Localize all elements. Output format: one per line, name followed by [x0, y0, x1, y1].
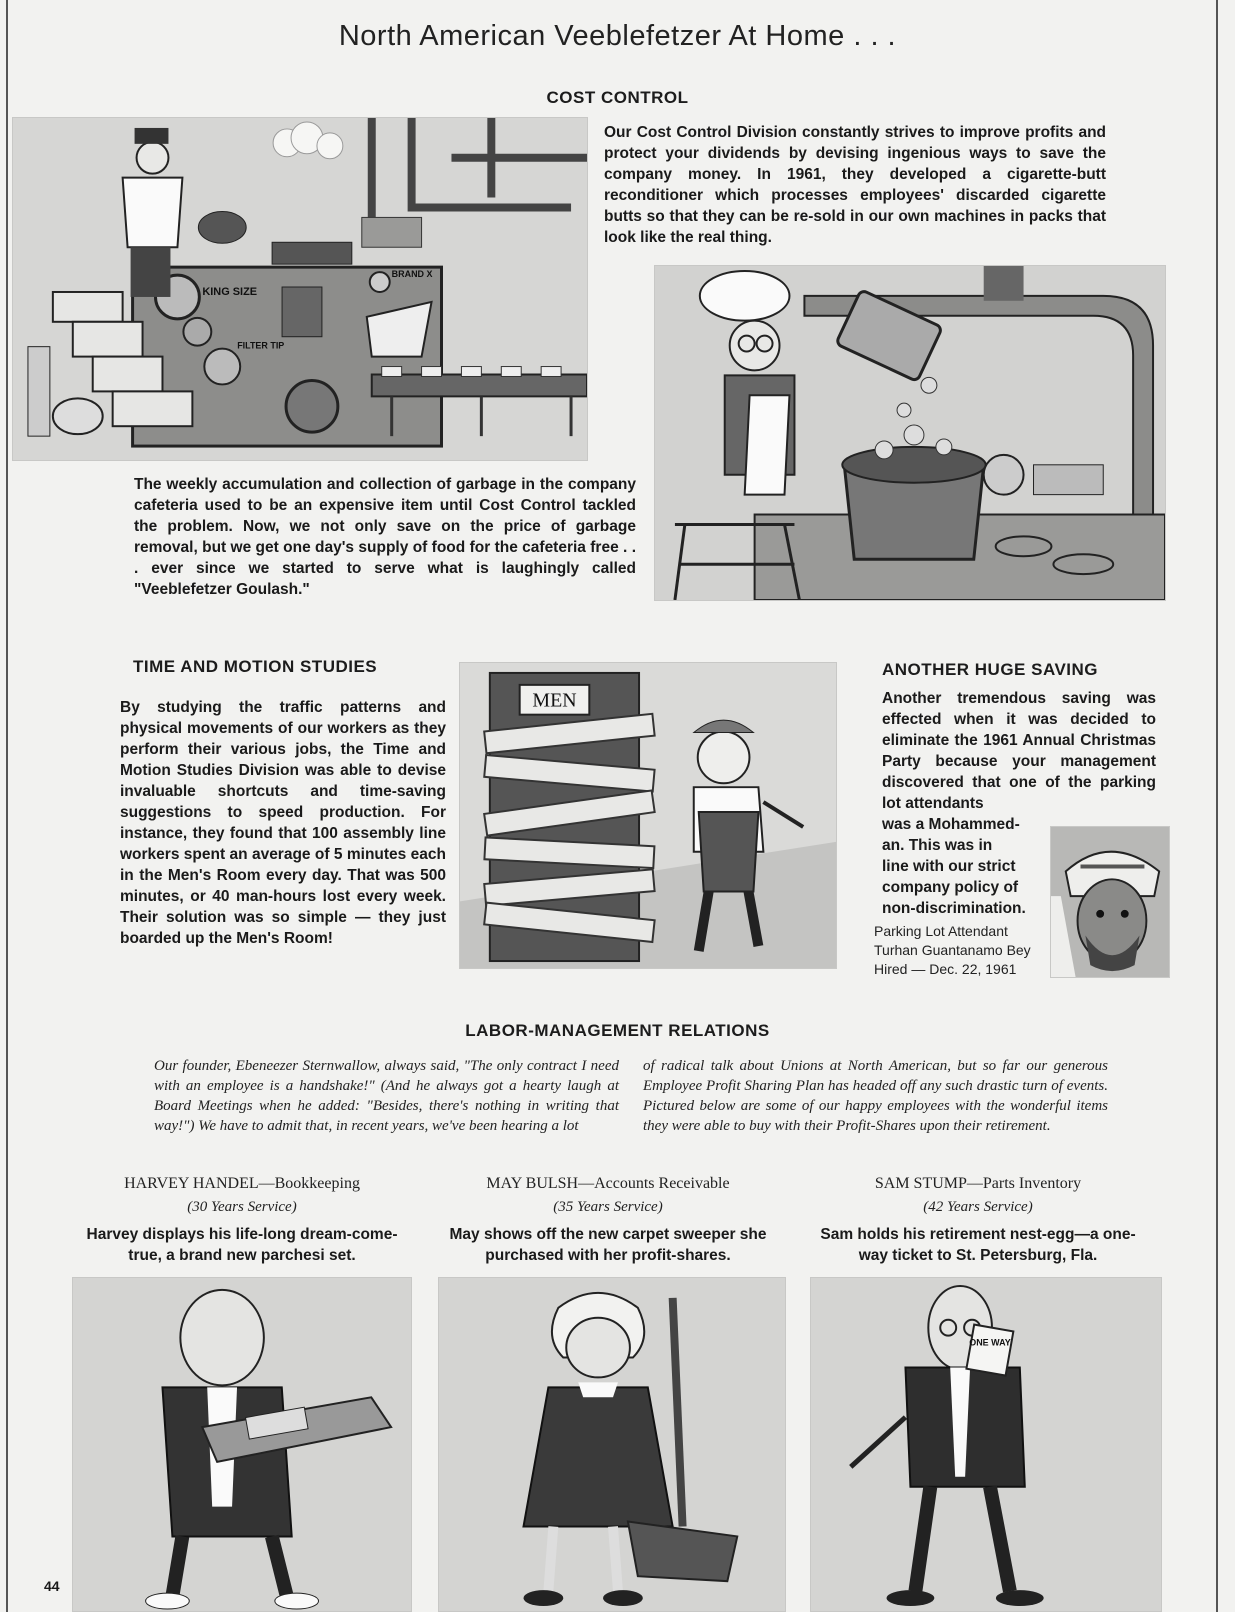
employee-caption: Sam holds his retirement nest-egg—a one-way ticket to St. Petersburg, Fla.	[820, 1226, 1136, 1264]
wrap-line: company policy of	[882, 879, 1019, 896]
employee-caption: Harvey displays his life-long dream-come-true, a brand new parchesi set.	[86, 1226, 398, 1264]
filter-tip-label: FILTER TIP	[237, 340, 285, 351]
cost-control-paragraph-1: Our Cost Control Division constantly strives to improve profits and protect your dividends by devising ingenious ways to save the company money. In 1961, they developed a cigarette-butt reconditioner which processes employees' discarded cigarette butts so that they can be re-sold in our own machines in packs that look like the real thing.	[604, 124, 1106, 246]
page-edge-right	[1216, 0, 1218, 1612]
king-size-label: KING SIZE	[202, 285, 258, 298]
caption-line: Turhan Guantanamo Bey	[874, 942, 1031, 958]
goulash-chef-illustration	[654, 265, 1166, 601]
caption-line: Hired — Dec. 22, 1961	[874, 961, 1017, 977]
ticket-text: ONE WAY	[969, 1337, 1011, 1348]
employee-name: MAY BULSH—Accounts Receivable	[486, 1175, 730, 1192]
page-number: 44	[44, 1578, 60, 1594]
cost-control-paragraph-2: The weekly accumulation and collection of garbage in the company cafeteria used to be an expensive item until Cost Control tackled the problem. Now, we not only save on the price of garbage removal, but we get one day's supply of food for the cafeteria free . . . ever since we started to serve what is laughingly called "Veeblefetzer Goulash."	[134, 476, 636, 598]
employee-name: HARVEY HANDEL—Bookkeeping	[124, 1175, 360, 1192]
huge-saving-paragraph-top: Another tremendous saving was effected when it was decided to eliminate the 1961 Annual Christmas Party because your management discovered that one of the parking lot attendants	[882, 690, 1156, 812]
employee-years: (35 Years Service)	[553, 1199, 663, 1215]
brand-x-label: BRAND X	[391, 269, 433, 280]
employee-caption: May shows off the new carpet sweeper she purchased with her profit-shares.	[449, 1226, 767, 1264]
huge-saving-heading: ANOTHER HUGE SAVING	[882, 660, 1099, 679]
huge-saving-paragraph-wrap	[882, 814, 1040, 919]
wrap-line: line with our strict	[882, 858, 1016, 875]
employee-harvey	[72, 1175, 412, 1266]
wrap-line: was a Mohammed-	[882, 816, 1020, 833]
cigarette-machine-illustration	[12, 117, 588, 461]
employee-years: (42 Years Service)	[923, 1199, 1033, 1215]
labor-heading: LABOR-MANAGEMENT RELATIONS	[465, 1021, 770, 1040]
sam-ticket-illustration	[810, 1277, 1162, 1612]
time-motion-paragraph: By studying the traffic patterns and physical movements of our workers as they perform their various jobs, the Time and Motion Studies Division was able to devise invaluable shortcuts and time-saving suggestions to speed production. For instance, they found that 100 assembly line workers spent an average of 5 minutes each in the Men's Room every day. That was 500 minutes, or 40 man-hours lost every week. Their solution was so simple — they just boarded up the Men's Room!	[120, 699, 446, 947]
caption-line: Parking Lot Attendant	[874, 923, 1008, 939]
wrap-line: non-discrimination.	[882, 900, 1026, 917]
employee-years: (30 Years Service)	[187, 1199, 297, 1215]
employee-name: SAM STUMP—Parts Inventory	[874, 1175, 1082, 1192]
employee-may	[438, 1175, 778, 1266]
employee-sam	[808, 1175, 1148, 1266]
page-title: North American Veeblefetzer At Home . . .	[338, 20, 897, 52]
attendant-portrait	[1050, 826, 1170, 978]
door-sign-text: MEN	[532, 689, 577, 712]
attendant-caption	[874, 922, 1044, 979]
labor-column-1: Our founder, Ebeneezer Sternwallow, always said, "The only contract I need with an employee is a handshake!" (And he always got a hearty laugh at Board Meetings when he added: "Besides, there's nothing in writing that way!") We have to admit that, in recent years, we've been hearing a lot	[154, 1058, 619, 1134]
labor-column-2: of radical talk about Unions at North American, but so far our generous Employee Profit Sharing Plan has headed off any such drastic turn of events. Pictured below are some of our happy employees with the wonderful items they were able to buy with their Profit-Shares upon their retirement.	[643, 1058, 1108, 1134]
harvey-parchesi-illustration	[72, 1277, 412, 1612]
cost-control-heading: COST CONTROL	[546, 88, 689, 107]
page-edge-left	[6, 0, 8, 1612]
may-carpet-sweeper-illustration	[438, 1277, 786, 1612]
wrap-line: an. This was in	[882, 837, 993, 854]
boarded-mens-room-illustration	[459, 662, 837, 969]
time-motion-heading: TIME AND MOTION STUDIES	[133, 657, 378, 676]
